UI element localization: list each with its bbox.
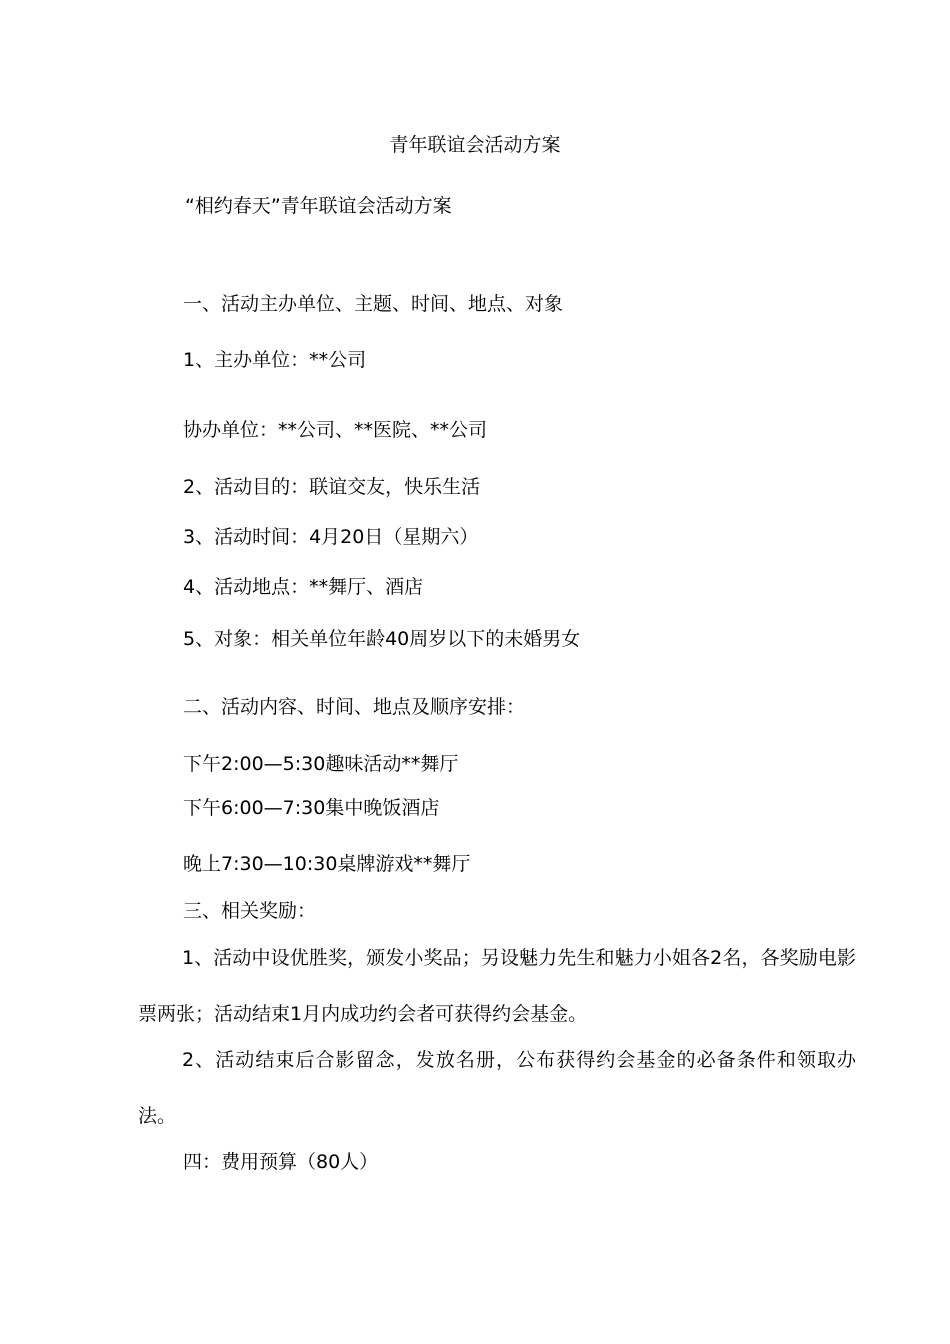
purpose-line: 2、活动目的：联谊交友，快乐生活 bbox=[183, 476, 481, 498]
award-paragraph-2: 2、活动结束后合影留念，发放名册，公布获得约会基金的必备条件和领取办法。 bbox=[138, 1049, 856, 1127]
schedule-item: 下午6:00—7:30集中晚饭酒店 bbox=[183, 797, 440, 819]
host-line: 1、主办单位：**公司 bbox=[183, 349, 367, 371]
place-line: 4、活动地点：**舞厅、酒店 bbox=[183, 576, 424, 598]
section4-heading: 四：费用预算（80人） bbox=[183, 1151, 379, 1173]
schedule-item: 晚上7:30—10:30桌牌游戏**舞厅 bbox=[183, 853, 471, 875]
award-paragraph-1: 1、活动中设优胜奖，颁发小奖品；另设魅力先生和魅力小姐各2名，各奖励电影票两张；活动结束1月内成功约会者可获得约会基金。 bbox=[138, 947, 856, 1025]
time-line: 3、活动时间：4月20日（星期六） bbox=[183, 526, 479, 548]
co-host-line: 协办单位：**公司、**医院、**公司 bbox=[183, 419, 488, 441]
document-subtitle: “相约春天”青年联谊会活动方案 bbox=[185, 195, 452, 217]
section1-heading: 一、活动主办单位、主题、时间、地点、对象 bbox=[183, 293, 564, 315]
document-title: 青年联谊会活动方案 bbox=[389, 134, 561, 156]
section2-heading: 二、活动内容、时间、地点及顺序安排： bbox=[183, 696, 526, 718]
target-line: 5、对象：相关单位年龄40周岁以下的未婚男女 bbox=[183, 628, 581, 650]
section3-heading: 三、相关奖励： bbox=[183, 900, 317, 922]
schedule-item: 下午2:00—5:30趣味活动**舞厅 bbox=[183, 753, 459, 775]
